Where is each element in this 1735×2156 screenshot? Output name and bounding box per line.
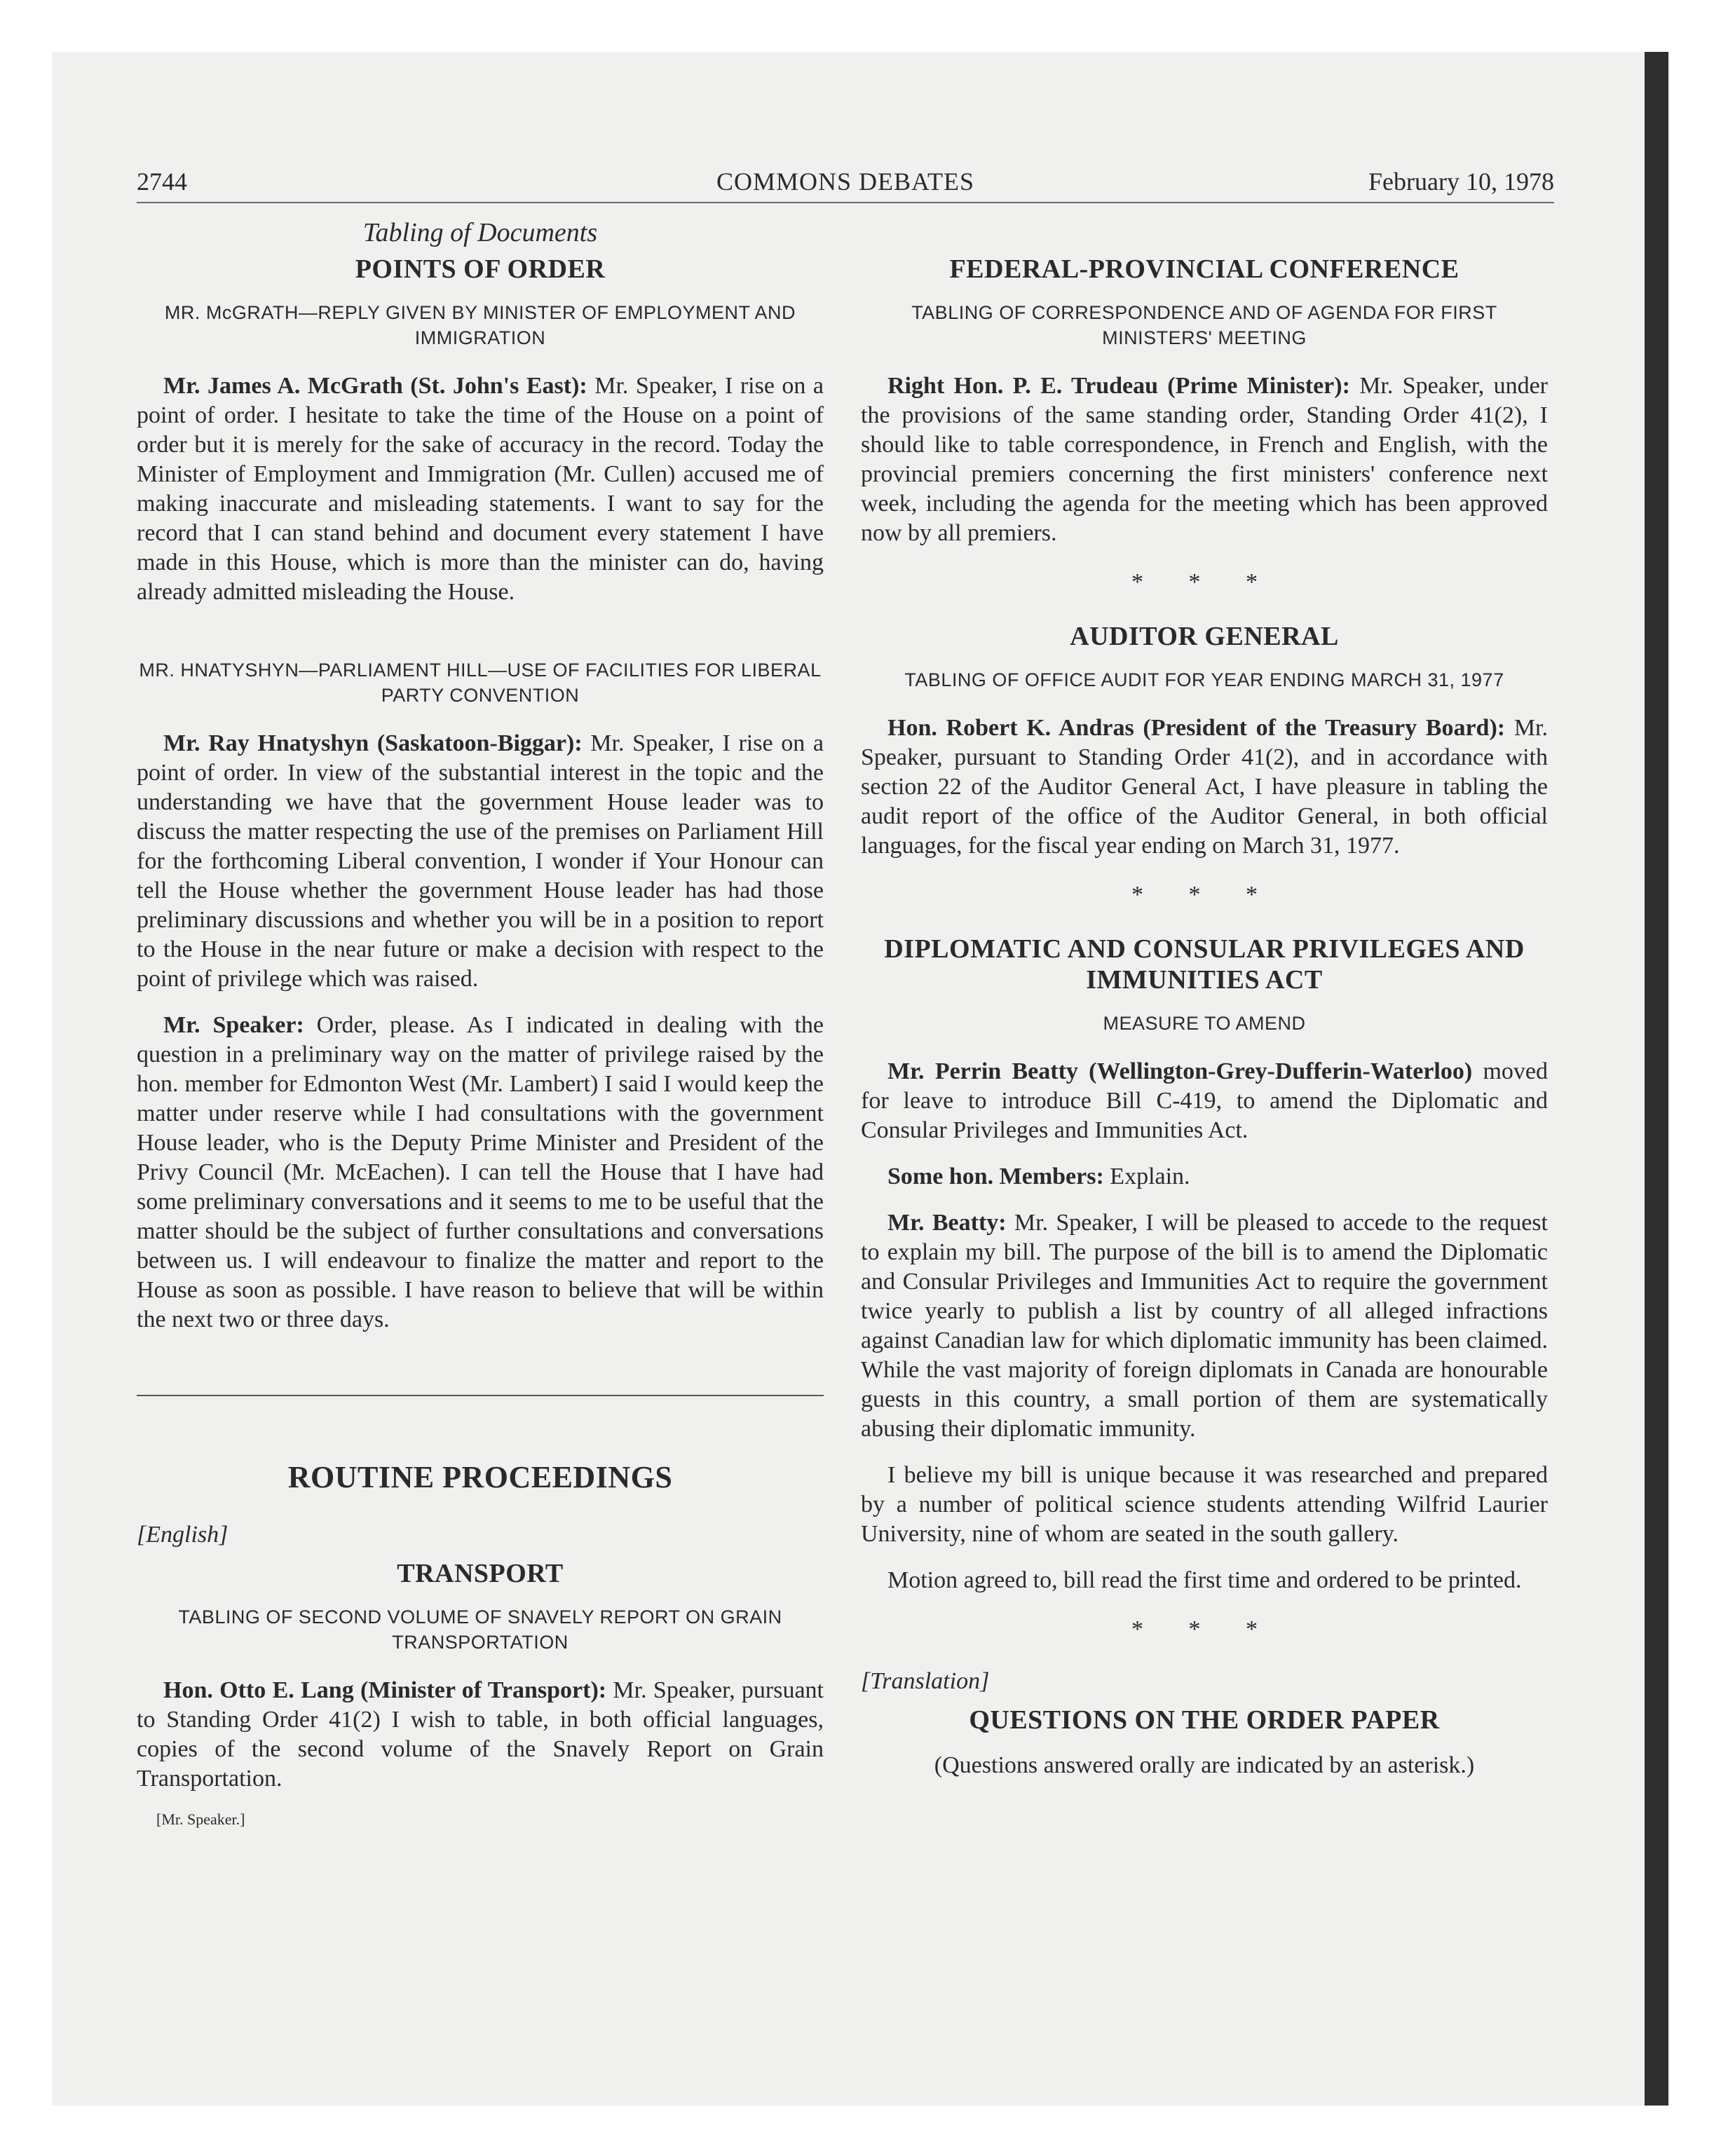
- paragraph-lang: [137, 1676, 824, 1794]
- speaker-name: Hon. Otto E. Lang (Minister of Transport):: [163, 1677, 607, 1703]
- paragraph-beatty-motion: [861, 1057, 1548, 1145]
- page-date: February 10, 1978: [1368, 168, 1554, 196]
- paragraph-text: Mr. Speaker, I will be pleased to accede to the request to explain my bill. The purpose of the bill is to amend the Diplomatic and Consular Privileges and Immunities Act to require the government twice yearly to publish a list by country of all alleged infractions against Canadian law for which diplomatic immunity has been claimed. While the vast majority of foreign diplomats in Canada are honourable guests in this country, a small portion of them are systematically abusing their diplomatic immunity.: [861, 1210, 1548, 1442]
- diplomatic-act-heading: DIPLOMATIC AND CONSULAR PRIVILEGES AND IMMUNITIES ACT: [884, 934, 1525, 995]
- speaker-name: Some hon. Members:: [887, 1164, 1104, 1189]
- paragraph-text: Mr. Speaker, pursuant to Standing Order 41(2), and in accordance with section 22 of the Auditor General Act, I have pleasure in tabling the audit report of the office of the Auditor General, in both official languages, for the fiscal year ending on March 31, 1977.: [861, 715, 1548, 859]
- section-separator-stars: * * *: [1131, 882, 1277, 908]
- speaker-name: Mr. Ray Hnatyshyn (Saskatoon-Biggar):: [163, 730, 583, 756]
- language-tag-translation: [Translation]: [861, 1668, 990, 1694]
- paragraph-text: moved for leave to introduce Bill C-419, to amend the Diplomatic and Consular Privileges and Immunities Act.: [861, 1058, 1548, 1143]
- paragraph-members: [861, 1162, 1548, 1192]
- left-column: [137, 217, 824, 1829]
- questions-note: (Questions answered orally are indicated by an asterisk.): [934, 1752, 1475, 1778]
- section-separator-stars: * * *: [1131, 1616, 1277, 1642]
- speaker-name: Mr. Beatty:: [887, 1210, 1007, 1236]
- subheading-audit: TABLING OF OFFICE AUDIT FOR YEAR ENDING MARCH 31, 1977: [904, 669, 1504, 690]
- speaker-name: Right Hon. P. E. Trudeau (Prime Minister):: [887, 373, 1350, 399]
- subheading-correspondence: TABLING OF CORRESPONDENCE AND OF AGENDA FOR FIRST MINISTERS' MEETING: [911, 302, 1497, 348]
- questions-heading: QUESTIONS ON THE ORDER PAPER: [969, 1705, 1440, 1735]
- paragraph-text: Explain.: [1103, 1164, 1190, 1189]
- subheading-mcgrath: MR. McGRATH—REPLY GIVEN BY MINISTER OF EMPLOYMENT AND IMMIGRATION: [164, 302, 796, 348]
- footnote: [Mr. Speaker.]: [156, 1810, 245, 1828]
- speaker-name: Mr. Perrin Beatty (Wellington-Grey-Dufferin-Waterloo): [887, 1058, 1473, 1084]
- paragraph-text: Order, please. As I indicated in dealing with the question in a preliminary way on the matter of privilege raised by the hon. member for Edmonton West (Mr. Lambert) I said I would keep the matter under reserve while I had consultations with the government House leader, who is the Deputy Prime Minister and President of the Privy Council (Mr. McEachen). I can tell the House that I have had some preliminary conversations and it seems to me to be useful that the matter should be the subject of further consultations and conversations between us. I will endeavour to finalize the matter and report to the House as soon as possible. I have reason to believe that will be within the next two or three days.: [137, 1012, 824, 1332]
- points-of-order-heading: POINTS OF ORDER: [355, 254, 606, 284]
- paragraph-text: Mr. Speaker, under the provisions of the same standing order, Standing Order 41(2), I should like to table correspondence, in French and English, with the provincial premiers concerning the first ministers' conference next week, including the agenda for the meeting which has been approved now by all premiers.: [861, 373, 1548, 546]
- section-italic-heading: Tabling of Documents: [362, 218, 598, 247]
- paragraph-motion: Motion agreed to, bill read the first time and ordered to be printed.: [887, 1567, 1522, 1593]
- page-number: 2744: [137, 168, 187, 196]
- section-separator-stars: * * *: [1131, 569, 1277, 595]
- subheading-hnatyshyn: MR. HNATYSHYN—PARLIAMENT HILL—USE OF FACILITIES FOR LIBERAL PARTY CONVENTION: [139, 660, 822, 706]
- publication-title: COMMONS DEBATES: [716, 168, 975, 196]
- speaker-name: Hon. Robert K. Andras (President of the Treasury Board):: [887, 715, 1506, 741]
- language-tag-english: [English]: [137, 1522, 229, 1548]
- binding-edge: [1645, 52, 1668, 2106]
- paragraph-trudeau: [861, 371, 1548, 548]
- transport-heading: TRANSPORT: [397, 1559, 564, 1588]
- paragraph-speaker: [137, 1011, 824, 1335]
- speaker-name: Mr. Speaker:: [163, 1012, 304, 1038]
- paragraph-andras: [861, 714, 1548, 861]
- paragraph-unique: I believe my bill is unique because it was researched and prepared by a number of political science students attending Wilfrid Laurier University, nine of whom are seated in the south gallery.: [861, 1462, 1548, 1547]
- paragraph-beatty: [861, 1208, 1548, 1444]
- subheading-measure: MEASURE TO AMEND: [1103, 1013, 1306, 1034]
- speaker-name: Mr. James A. McGrath (St. John's East):: [163, 373, 587, 399]
- federal-provincial-heading: FEDERAL-PROVINCIAL CONFERENCE: [949, 254, 1460, 284]
- auditor-general-heading: AUDITOR GENERAL: [1070, 622, 1339, 651]
- paragraph-text: Mr. Speaker, I rise on a point of order. I hesitate to take the time of the House on a point of order but it is merely for the sake of accuracy in the record. Today the Minister of Employment and Immigration (Mr. Cullen) accused me of making inaccurate and misleading statements. I want to say for the record that I can stand behind and document every statement I have made in this House, which is more than the minister can do, having already admitted misleading the House.: [137, 373, 824, 605]
- paragraph-text: Mr. Speaker, pursuant to Standing Order 41(2) I wish to table, in both official languages, copies of the second volume of the Snavely Report on Grain Transportation.: [137, 1677, 824, 1792]
- routine-proceedings-heading: ROUTINE PROCEEDINGS: [287, 1460, 673, 1494]
- page-header: [137, 167, 1554, 203]
- paragraph-mcgrath: [137, 371, 824, 607]
- paragraph-hnatyshyn: [137, 729, 824, 994]
- subheading-snavely: TABLING OF SECOND VOLUME OF SNAVELY REPORT ON GRAIN TRANSPORTATION: [178, 1606, 782, 1653]
- paragraph-text: Mr. Speaker, I rise on a point of order. In view of the substantial interest in the topic and the understanding we have that the government House leader was to discuss the matter respecting the use of the premises on Parliament Hill for the forthcoming Liberal convention, I wonder if Your Honour can tell the House whether the government House leader has had those preliminary discussions and whether you will be in a position to report to the House in the near future or make a decision with respect to the point of privilege which was raised.: [137, 730, 824, 992]
- section-divider: [137, 1395, 824, 1396]
- right-column: [861, 217, 1548, 1780]
